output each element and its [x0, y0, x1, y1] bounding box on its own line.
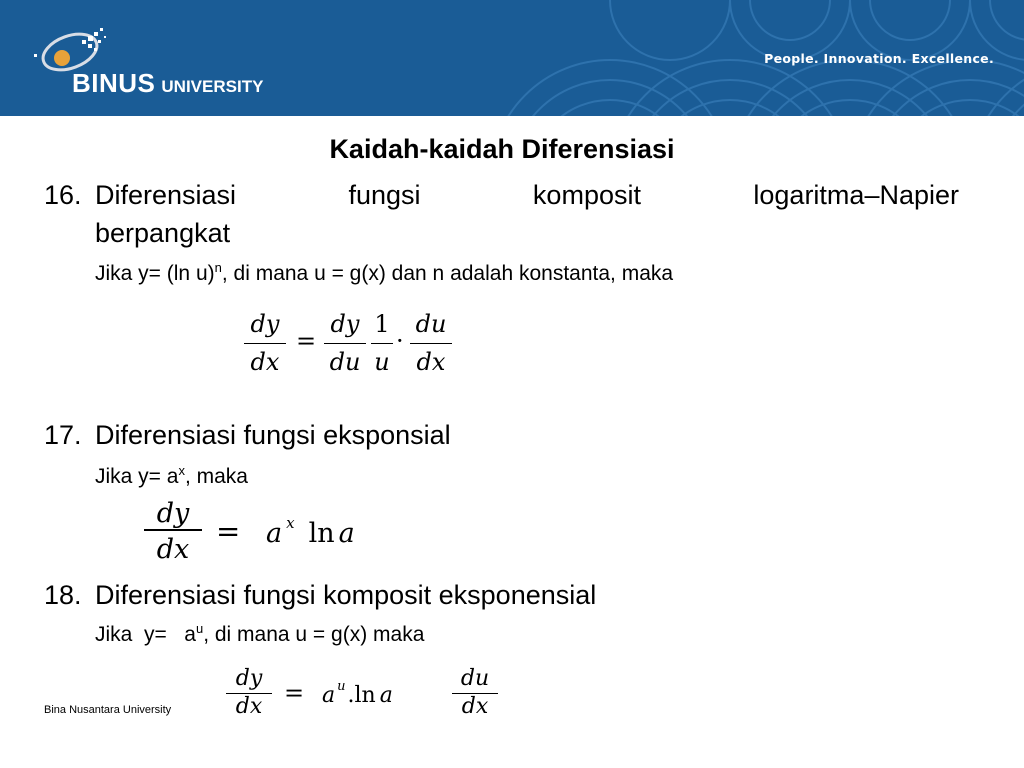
frac-num: du	[415, 310, 447, 338]
frac-den: dx	[235, 694, 263, 719]
exponent: x	[286, 514, 295, 532]
frac-bar	[324, 343, 366, 344]
frac-lhs	[144, 498, 202, 565]
item-16-condition	[95, 262, 673, 286]
frac-dy-du	[324, 310, 366, 376]
frac-num: dy	[235, 666, 263, 691]
equals-sign: =	[216, 514, 241, 548]
frac-bar	[144, 529, 202, 531]
ln-argument: a	[379, 683, 393, 708]
frac-lhs	[226, 666, 272, 719]
equals-sign: =	[284, 679, 305, 707]
frac-bar	[410, 343, 452, 344]
frac-bar	[452, 693, 498, 694]
condition-prefix: Jika y= (ln u)	[95, 262, 215, 285]
frac-den: du	[329, 348, 361, 376]
item-17-condition	[95, 465, 248, 489]
item-18-heading: Diferensiasi fungsi komposit eksponensial	[95, 580, 597, 610]
condition-sup: u	[195, 621, 204, 636]
exponent: u	[337, 679, 346, 694]
base: a	[322, 683, 336, 708]
frac-num: du	[460, 666, 490, 691]
condition-suffix: , di mana u = g(x) maka	[203, 623, 425, 646]
frac-bar	[226, 693, 272, 694]
frac-du-dx	[452, 666, 498, 719]
tagline: People. Innovation. Excellence.	[764, 51, 994, 66]
equals-sign: =	[296, 327, 317, 355]
ln-argument: a	[338, 518, 355, 549]
dot-operator: ·	[396, 327, 404, 355]
frac-du-dx	[410, 310, 452, 376]
frac-den: dx	[156, 534, 190, 565]
frac-num: 1	[374, 310, 390, 338]
condition-prefix: Jika y= a	[95, 623, 196, 646]
ln-operator: ln	[308, 518, 335, 549]
power-term	[322, 679, 393, 708]
frac-num: dy	[156, 498, 190, 529]
logo-main-text: BINUS	[72, 68, 156, 98]
item-17-number: 17.	[44, 420, 82, 450]
base: a	[266, 518, 283, 549]
item-16-number: 16.	[44, 180, 82, 210]
item-17-heading: Diferensiasi fungsi eksponsial	[95, 420, 451, 450]
item-16-heading-line2: berpangkat	[95, 218, 231, 248]
condition-suffix: , maka	[184, 465, 248, 488]
slide-title: Kaidah-kaidah Diferensiasi	[329, 134, 675, 164]
frac-num: dy	[330, 310, 360, 338]
item-18-condition	[95, 623, 424, 647]
power-term	[266, 514, 355, 549]
frac-den: dx	[250, 348, 280, 376]
footer-text: Bina Nusantara University	[44, 704, 172, 716]
item-16-heading-line1: Diferensiasi fungsi komposit logaritma–Napier	[95, 180, 959, 210]
frac-lhs	[244, 310, 286, 376]
logo-sub-text: UNIVERSITY	[161, 77, 264, 96]
frac-num: dy	[250, 310, 280, 338]
condition-suffix: , di mana u = g(x) dan n adalah konstanta, maka	[221, 262, 674, 285]
logo-wordmark	[72, 68, 263, 99]
frac-den: dx	[461, 694, 489, 719]
frac-den: u	[374, 348, 390, 376]
header-banner	[0, 0, 1024, 116]
frac-bar	[244, 343, 286, 344]
condition-sup: n	[214, 260, 222, 275]
frac-den: dx	[416, 348, 446, 376]
condition-sup: x	[178, 463, 185, 478]
condition-prefix: Jika y= a	[95, 465, 179, 488]
frac-one-over-u	[371, 310, 393, 376]
dot-ln-operator: .ln	[347, 683, 376, 708]
item-18-number: 18.	[44, 580, 82, 610]
frac-bar	[371, 343, 393, 344]
